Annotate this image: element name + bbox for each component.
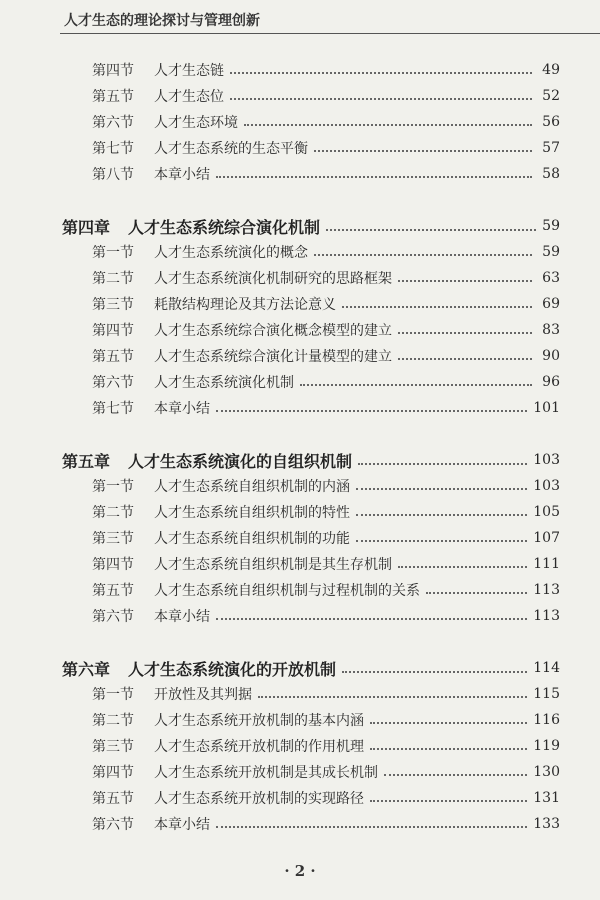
toc-entry-title: 本章小结 bbox=[154, 609, 210, 625]
toc-entry[interactable] bbox=[92, 60, 560, 80]
dot-leader bbox=[216, 176, 532, 178]
dot-leader bbox=[356, 540, 527, 542]
toc-entry-title: 人才生态环境 bbox=[154, 115, 238, 131]
toc-section-number: 第四节 bbox=[92, 557, 134, 573]
toc-section-number: 第八节 bbox=[92, 167, 134, 183]
toc-page-number: 130 bbox=[533, 764, 560, 780]
dot-leader bbox=[384, 774, 527, 776]
dot-leader bbox=[398, 358, 532, 360]
toc-chapter-title: 人才生态系统演化的自组织机制 bbox=[128, 451, 353, 471]
dot-leader bbox=[258, 696, 527, 698]
toc-page-number: 103 bbox=[533, 452, 560, 468]
dot-leader bbox=[314, 254, 532, 256]
toc-section-number: 第一节 bbox=[92, 479, 134, 495]
toc-page-number: 49 bbox=[542, 62, 560, 78]
toc-entry[interactable] bbox=[92, 164, 560, 184]
toc-page-number: 107 bbox=[533, 530, 560, 546]
running-head: 人才生态的理论探讨与管理创新 bbox=[64, 13, 260, 29]
toc-entry[interactable] bbox=[92, 814, 560, 834]
toc-entry-title: 人才生态系统的生态平衡 bbox=[154, 141, 308, 157]
toc-entry-title: 人才生态系统自组织机制与过程机制的关系 bbox=[154, 583, 420, 599]
toc-entry-title: 人才生态链 bbox=[154, 63, 224, 79]
toc-entry-title: 人才生态系统演化机制研究的思路框架 bbox=[154, 271, 392, 287]
dot-leader bbox=[244, 124, 532, 126]
toc-section-number: 第五节 bbox=[92, 791, 134, 807]
toc-entry-title: 耗散结构理论及其方法论意义 bbox=[154, 297, 336, 313]
toc-entry-title: 人才生态系统综合演化概念模型的建立 bbox=[154, 323, 392, 339]
toc-entry-title: 人才生态系统开放机制的基本内涵 bbox=[154, 713, 364, 729]
toc-page-number: 113 bbox=[533, 582, 560, 598]
toc-page-number: 69 bbox=[542, 296, 560, 312]
toc-entry-title: 人才生态系统自组织机制是其生存机制 bbox=[154, 557, 392, 573]
dot-leader bbox=[370, 748, 527, 750]
dot-leader bbox=[398, 280, 532, 282]
toc-page-number: 105 bbox=[533, 504, 560, 520]
toc-entry-title: 本章小结 bbox=[154, 401, 210, 417]
toc-page-number: 133 bbox=[533, 816, 560, 832]
toc-entry[interactable] bbox=[92, 242, 560, 262]
toc-page-number: 101 bbox=[533, 400, 560, 416]
toc-entry[interactable] bbox=[92, 736, 560, 756]
toc-entry[interactable] bbox=[92, 372, 560, 392]
toc-page-number: 52 bbox=[542, 88, 560, 104]
toc-entry[interactable] bbox=[92, 788, 560, 808]
toc-page-number: 115 bbox=[533, 686, 560, 702]
toc-entry[interactable] bbox=[92, 580, 560, 600]
dot-leader bbox=[230, 72, 532, 74]
toc-entry-title: 人才生态系统自组织机制的特性 bbox=[154, 505, 350, 521]
toc-section-number: 第六节 bbox=[92, 817, 134, 833]
toc-entry[interactable] bbox=[92, 138, 560, 158]
toc-section-number: 第二节 bbox=[92, 271, 134, 287]
toc-section-number: 第六节 bbox=[92, 375, 134, 391]
toc-page-number: 114 bbox=[533, 660, 560, 676]
toc-entry[interactable] bbox=[92, 684, 560, 704]
dot-leader bbox=[216, 410, 527, 412]
toc-page-number: 57 bbox=[542, 140, 560, 156]
toc-section-number: 第五节 bbox=[92, 583, 134, 599]
dot-leader bbox=[342, 671, 527, 673]
page-folio: · 2 · bbox=[284, 862, 316, 880]
toc-page-number: 116 bbox=[533, 712, 560, 728]
toc-section-number: 第三节 bbox=[92, 297, 134, 313]
toc-entry[interactable] bbox=[92, 320, 560, 340]
dot-leader bbox=[356, 488, 527, 490]
toc-section-number: 第二节 bbox=[92, 505, 134, 521]
toc-page-number: 96 bbox=[542, 374, 560, 390]
toc-page-number: 131 bbox=[533, 790, 560, 806]
dot-leader bbox=[216, 826, 527, 828]
toc-page-number: 56 bbox=[542, 114, 560, 130]
toc-section-number: 第一节 bbox=[92, 245, 134, 261]
toc-entry-title: 开放性及其判据 bbox=[154, 687, 252, 703]
toc-page-number: 83 bbox=[542, 322, 560, 338]
dot-leader bbox=[300, 384, 532, 386]
toc-entry[interactable] bbox=[92, 554, 560, 574]
toc-page-number: 90 bbox=[542, 348, 560, 364]
dot-leader bbox=[370, 800, 527, 802]
toc-entry-title: 人才生态系统开放机制的作用机理 bbox=[154, 739, 364, 755]
toc-chapter-title: 人才生态系统综合演化机制 bbox=[128, 217, 321, 237]
toc-entry[interactable] bbox=[92, 86, 560, 106]
toc-chapter-number: 第六章 bbox=[62, 659, 111, 679]
dot-leader bbox=[426, 592, 527, 594]
toc-entry[interactable] bbox=[92, 294, 560, 314]
toc-page-number: 119 bbox=[533, 738, 560, 754]
dot-leader bbox=[358, 463, 527, 465]
toc-entry-title: 人才生态系统自组织机制的内涵 bbox=[154, 479, 350, 495]
dot-leader bbox=[314, 150, 532, 152]
toc-section-number: 第三节 bbox=[92, 531, 134, 547]
toc-chapter-number: 第五章 bbox=[62, 451, 111, 471]
toc-page-number: 58 bbox=[542, 166, 560, 182]
toc-section-number: 第三节 bbox=[92, 739, 134, 755]
toc-entry[interactable] bbox=[92, 762, 560, 782]
toc-entry[interactable] bbox=[92, 710, 560, 730]
toc-section-number: 第五节 bbox=[92, 349, 134, 365]
toc-entry[interactable] bbox=[92, 346, 560, 366]
toc-entry-title: 本章小结 bbox=[154, 167, 210, 183]
dot-leader bbox=[326, 229, 536, 231]
dot-leader bbox=[342, 306, 532, 308]
toc-entry-title: 本章小结 bbox=[154, 817, 210, 833]
toc-entry[interactable] bbox=[92, 528, 560, 548]
toc-entry[interactable] bbox=[92, 268, 560, 288]
dot-leader bbox=[370, 722, 527, 724]
toc-page-number: 113 bbox=[533, 608, 560, 624]
toc-entry-title: 人才生态位 bbox=[154, 89, 224, 105]
toc-section-number: 第四节 bbox=[92, 323, 134, 339]
toc-section-number: 第六节 bbox=[92, 609, 134, 625]
toc-section-number: 第五节 bbox=[92, 89, 134, 105]
toc-entry-title: 人才生态系统开放机制的实现路径 bbox=[154, 791, 364, 807]
toc-section-number: 第七节 bbox=[92, 401, 134, 417]
toc-page-number: 63 bbox=[542, 270, 560, 286]
toc-chapter-heading[interactable] bbox=[62, 656, 560, 680]
toc-chapter-number: 第四章 bbox=[62, 217, 111, 237]
dot-leader bbox=[398, 332, 532, 334]
dot-leader bbox=[398, 566, 527, 568]
toc-entry-title: 人才生态系统演化机制 bbox=[154, 375, 294, 391]
toc-chapter-heading[interactable] bbox=[62, 214, 560, 238]
toc-entry[interactable] bbox=[92, 398, 560, 418]
toc-page-number: 103 bbox=[533, 478, 560, 494]
toc-section-number: 第六节 bbox=[92, 115, 134, 131]
toc-section-number: 第四节 bbox=[92, 765, 134, 781]
toc-entry[interactable] bbox=[92, 606, 560, 626]
dot-leader bbox=[216, 618, 527, 620]
toc-entry[interactable] bbox=[92, 112, 560, 132]
toc-entry-title: 人才生态系统自组织机制的功能 bbox=[154, 531, 350, 547]
dot-leader bbox=[230, 98, 532, 100]
dot-leader bbox=[356, 514, 527, 516]
toc-chapter-heading[interactable] bbox=[62, 448, 560, 472]
toc-section-number: 第四节 bbox=[92, 63, 134, 79]
toc-section-number: 第七节 bbox=[92, 141, 134, 157]
toc-section-number: 第一节 bbox=[92, 687, 134, 703]
toc-entry[interactable] bbox=[92, 476, 560, 496]
toc-section-number: 第二节 bbox=[92, 713, 134, 729]
toc-entry-title: 人才生态系统综合演化计量模型的建立 bbox=[154, 349, 392, 365]
toc-entry-title: 人才生态系统开放机制是其成长机制 bbox=[154, 765, 378, 781]
toc-entry-title: 人才生态系统演化的概念 bbox=[154, 245, 308, 261]
toc-page-number: 111 bbox=[533, 556, 560, 572]
toc-page-number: 59 bbox=[542, 244, 560, 260]
toc-entry[interactable] bbox=[92, 502, 560, 522]
toc-page-number: 59 bbox=[542, 218, 560, 234]
toc-chapter-title: 人才生态系统演化的开放机制 bbox=[128, 659, 337, 679]
